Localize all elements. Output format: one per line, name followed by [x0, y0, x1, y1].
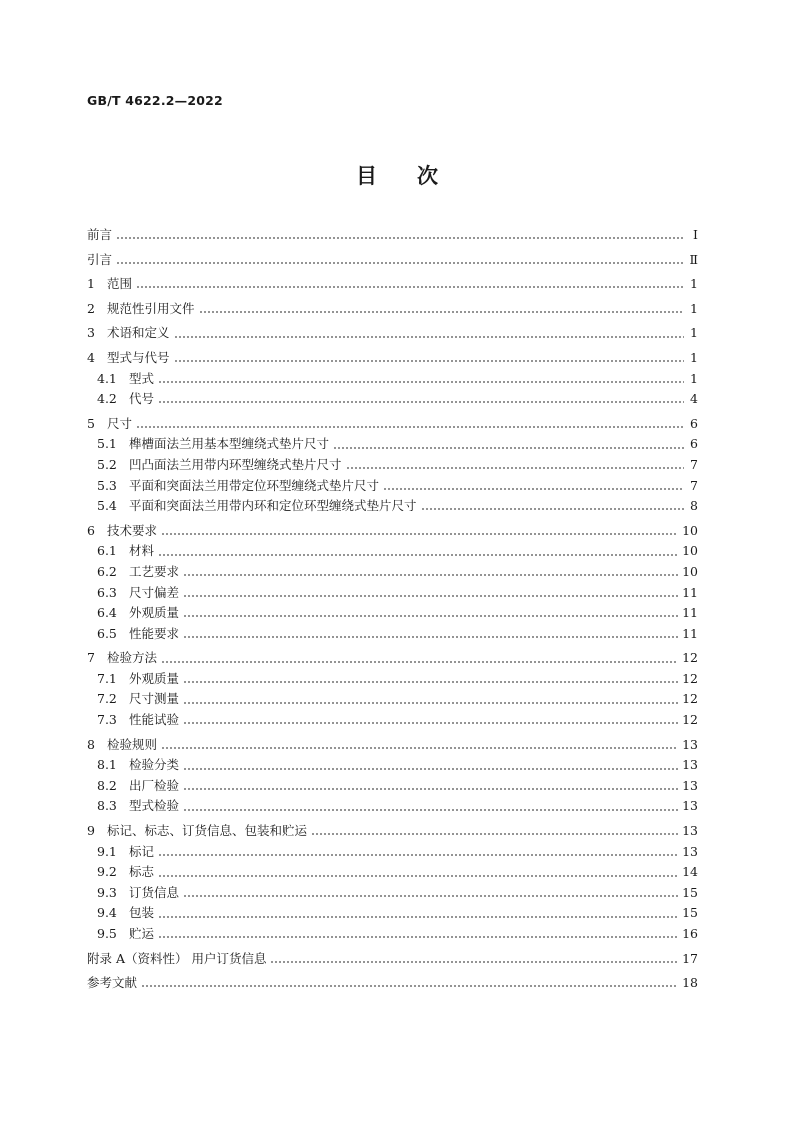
toc-subentry[interactable]	[87, 924, 698, 945]
toc-dot-leader	[311, 825, 678, 839]
toc-entry-page: 13	[682, 823, 698, 839]
toc-dot-leader	[183, 607, 678, 621]
toc-list	[87, 225, 698, 994]
toc-dot-leader	[383, 480, 684, 494]
toc-subentry[interactable]	[87, 455, 698, 476]
toc-dot-leader	[158, 373, 684, 387]
toc-entry-number: 6.3	[97, 584, 117, 600]
toc-entry-page: 13	[682, 757, 698, 773]
toc-entry-page: 13	[682, 798, 698, 814]
toc-subentry[interactable]	[87, 755, 698, 776]
toc-entry-label: 参考文献	[87, 975, 138, 991]
toc-entry-page: 12	[682, 670, 698, 686]
toc-entry-page: 11	[682, 605, 698, 621]
toc-entry-number: 9.2	[97, 864, 117, 880]
toc-entry[interactable]	[87, 648, 698, 669]
toc-entry-page: 7	[690, 456, 698, 472]
toc-entry-number: 7.2	[97, 691, 117, 707]
toc-dot-leader	[183, 887, 678, 901]
toc-dot-leader	[183, 780, 678, 794]
toc-entry-number: 5.1	[97, 436, 117, 452]
toc-entry-label: 性能试验	[129, 712, 180, 728]
toc-entry-page: 7	[690, 477, 698, 493]
toc-entry-number: 4.1	[97, 370, 117, 386]
toc-dot-leader	[116, 254, 684, 268]
toc-entry-number: 6.5	[97, 625, 117, 641]
toc-entry-number: 3	[87, 325, 95, 341]
toc-dot-leader	[174, 352, 684, 366]
toc-subentry[interactable]	[87, 369, 698, 390]
toc-dot-leader	[270, 953, 678, 967]
toc-entry-number: 4	[87, 349, 95, 365]
toc-entry-label: 材料	[129, 543, 155, 559]
toc-dot-leader	[161, 653, 678, 667]
toc-subentry[interactable]	[87, 710, 698, 731]
toc-subentry[interactable]	[87, 562, 698, 583]
toc-subentry[interactable]	[87, 389, 698, 410]
toc-entry-label: 外观质量	[129, 670, 180, 686]
toc-entry-page: 13	[682, 736, 698, 752]
toc-entry-page: 1	[690, 325, 698, 341]
toc-dot-leader	[141, 977, 678, 991]
toc-entry-page: 8	[690, 498, 698, 514]
toc-subentry[interactable]	[87, 883, 698, 904]
toc-entry-label: 型式	[129, 370, 155, 386]
toc-dot-leader	[158, 908, 678, 922]
toc-entry-number: 8.2	[97, 777, 117, 793]
toc-entry-label: 检验分类	[129, 757, 180, 773]
toc-entry-number: 5	[87, 415, 95, 431]
toc-entry-number: 8	[87, 736, 95, 752]
toc-entry-label: 技术要求	[107, 522, 158, 538]
toc-dot-leader	[183, 760, 678, 774]
toc-entry-label: 规范性引用文件	[107, 300, 195, 316]
toc-entry-page: 13	[682, 777, 698, 793]
toc-dot-leader	[158, 393, 684, 407]
toc-entry-label: 范围	[107, 276, 133, 292]
toc-entry-page: 1	[690, 370, 698, 386]
page-title-part2: 次	[417, 163, 438, 188]
toc-subentry[interactable]	[87, 434, 698, 455]
toc-dot-leader	[158, 867, 678, 881]
toc-entry-number: 5.2	[97, 456, 117, 472]
toc-entry-number: 9	[87, 823, 95, 839]
toc-dot-leader	[183, 694, 678, 708]
toc-entry-page: 6	[690, 415, 698, 431]
toc-entry-number: 9.3	[97, 884, 117, 900]
toc-entry-page: 11	[682, 625, 698, 641]
toc-subentry[interactable]	[87, 496, 698, 517]
toc-dot-leader	[183, 673, 678, 687]
toc-entry-number: 4.2	[97, 391, 117, 407]
toc-entry-number: 8.1	[97, 757, 117, 773]
toc-entry-number: 9.5	[97, 926, 117, 941]
toc-entry-page: 10	[682, 563, 698, 579]
toc-dot-leader	[158, 846, 678, 860]
toc-dot-leader	[116, 229, 684, 243]
toc-entry[interactable]	[87, 348, 698, 369]
toc-entry-number: 6.4	[97, 605, 117, 621]
toc-subentry[interactable]	[87, 583, 698, 604]
toc-entry-page: 10	[682, 543, 698, 559]
toc-dot-leader	[161, 739, 678, 753]
toc-dot-leader	[158, 928, 678, 942]
toc-subentry[interactable]	[87, 689, 698, 710]
toc-dot-leader	[346, 459, 684, 473]
toc-entry[interactable]	[87, 250, 698, 271]
toc-entry[interactable]	[87, 949, 698, 970]
toc-entry-page: 11	[682, 584, 698, 600]
toc-subentry[interactable]	[87, 603, 698, 624]
toc-entry-page: 14	[682, 864, 698, 880]
page-title	[0, 160, 794, 190]
toc-dot-leader	[183, 566, 678, 580]
toc-dot-leader	[136, 418, 684, 432]
toc-entry-label: 术语和定义	[107, 325, 170, 341]
toc-entry-number: 5.3	[97, 477, 117, 493]
toc-entry-page: 12	[682, 691, 698, 707]
toc-dot-leader	[183, 628, 678, 642]
toc-entry-page: Ⅱ	[689, 251, 698, 267]
toc-entry-label: 性能要求	[129, 625, 180, 641]
toc-entry[interactable]	[87, 521, 698, 542]
toc-entry[interactable]	[87, 225, 698, 246]
toc-entry-number: 7.3	[97, 712, 117, 728]
toc-entry-number: 7.1	[97, 670, 117, 686]
toc-subentry[interactable]	[87, 776, 698, 797]
toc-entry-label: 型式与代号	[107, 349, 170, 365]
toc-entry[interactable]	[87, 274, 698, 295]
toc-entry-number: 9.4	[97, 905, 117, 921]
toc-entry-label: 榫槽面法兰用基本型缠绕式垫片尺寸	[129, 436, 330, 452]
page-title-part1: 目	[356, 163, 377, 188]
toc-entry-page: 1	[690, 300, 698, 316]
toc-entry-label: 附录 A（资料性） 用户订货信息	[87, 950, 267, 966]
toc-entry-label: 标记	[129, 843, 155, 859]
toc-dot-leader	[158, 546, 678, 560]
toc-entry-label: 尺寸偏差	[129, 584, 180, 600]
toc-entry-label: 外观质量	[129, 605, 180, 621]
toc-entry-page: 4	[690, 391, 698, 407]
toc-dot-leader	[136, 278, 684, 292]
toc-entry-number: 6	[87, 522, 95, 538]
toc-subentry[interactable]	[87, 541, 698, 562]
toc-entry-label: 出厂检验	[129, 777, 180, 793]
toc-dot-leader	[174, 328, 684, 342]
toc-dot-leader	[333, 439, 684, 453]
toc-entry-label: 引言	[87, 251, 113, 267]
toc-entry[interactable]	[87, 414, 698, 435]
toc-entry-number: 8.3	[97, 798, 117, 814]
toc-entry-number: 9.1	[97, 843, 117, 859]
toc-entry-page: 15	[682, 905, 698, 921]
toc-subentry[interactable]	[87, 669, 698, 690]
toc-entry[interactable]	[87, 973, 698, 994]
toc-entry-label: 凹凸面法兰用带内环型缠绕式垫片尺寸	[129, 456, 342, 472]
toc-entry-label: 代号	[129, 391, 155, 407]
toc-entry-page: 1	[690, 349, 698, 365]
toc-entry-number: 1	[87, 276, 95, 292]
toc-entry-page: 10	[682, 522, 698, 538]
toc-entry-page: 18	[682, 975, 698, 991]
toc-entry-label: 型式检验	[129, 798, 180, 814]
toc-entry-label: 贮运	[129, 926, 155, 941]
toc-subentry[interactable]	[87, 476, 698, 497]
toc-entry-label: 标志	[129, 864, 155, 880]
toc-dot-leader	[199, 303, 684, 317]
toc-entry-label: 检验规则	[107, 736, 158, 752]
toc-entry-label: 标记、标志、订货信息、包装和贮运	[107, 823, 308, 839]
toc-dot-leader	[183, 587, 678, 601]
toc-subentry[interactable]	[87, 903, 698, 924]
toc-entry-number: 7	[87, 650, 95, 666]
toc-entry-page: 16	[682, 926, 698, 941]
toc-subentry[interactable]	[87, 862, 698, 883]
toc-entry-label: 尺寸测量	[129, 691, 180, 707]
toc-entry-number: 5.4	[97, 498, 117, 514]
toc-subentry[interactable]	[87, 796, 698, 817]
toc-entry-page: 17	[682, 950, 698, 966]
toc-entry-label: 尺寸	[107, 415, 133, 431]
toc-entry-label: 平面和突面法兰用带定位环型缠绕式垫片尺寸	[129, 477, 380, 493]
toc-subentry[interactable]	[87, 624, 698, 645]
toc-entry-page: Ⅰ	[693, 227, 698, 242]
standard-code: GB/T 4622.2—2022	[87, 93, 223, 108]
toc-entry-page: 6	[690, 436, 698, 452]
toc-entry-number: 6.1	[97, 543, 117, 559]
toc-entry-page: 15	[682, 884, 698, 900]
toc-dot-leader	[161, 525, 678, 539]
toc-entry-label: 检验方法	[107, 650, 158, 666]
toc-entry-label: 平面和突面法兰用带内环和定位环型缠绕式垫片尺寸	[129, 498, 417, 514]
toc-dot-leader	[421, 500, 684, 514]
toc-entry-label: 包装	[129, 905, 155, 921]
toc-entry-page: 1	[690, 276, 698, 292]
toc-entry-page: 13	[682, 843, 698, 859]
toc-subentry[interactable]	[87, 842, 698, 863]
toc-entry-page: 12	[682, 650, 698, 666]
toc-entry-label: 前言	[87, 227, 113, 242]
toc-entry[interactable]	[87, 299, 698, 320]
toc-entry[interactable]	[87, 323, 698, 344]
toc-entry-number: 2	[87, 300, 95, 316]
toc-entry-page: 12	[682, 712, 698, 728]
toc-entry[interactable]	[87, 821, 698, 842]
toc-entry[interactable]	[87, 735, 698, 756]
toc-dot-leader	[183, 714, 678, 728]
toc-entry-number: 6.2	[97, 563, 117, 579]
toc-entry-label: 工艺要求	[129, 563, 180, 579]
toc-entry-label: 订货信息	[129, 884, 180, 900]
toc-dot-leader	[183, 801, 678, 815]
